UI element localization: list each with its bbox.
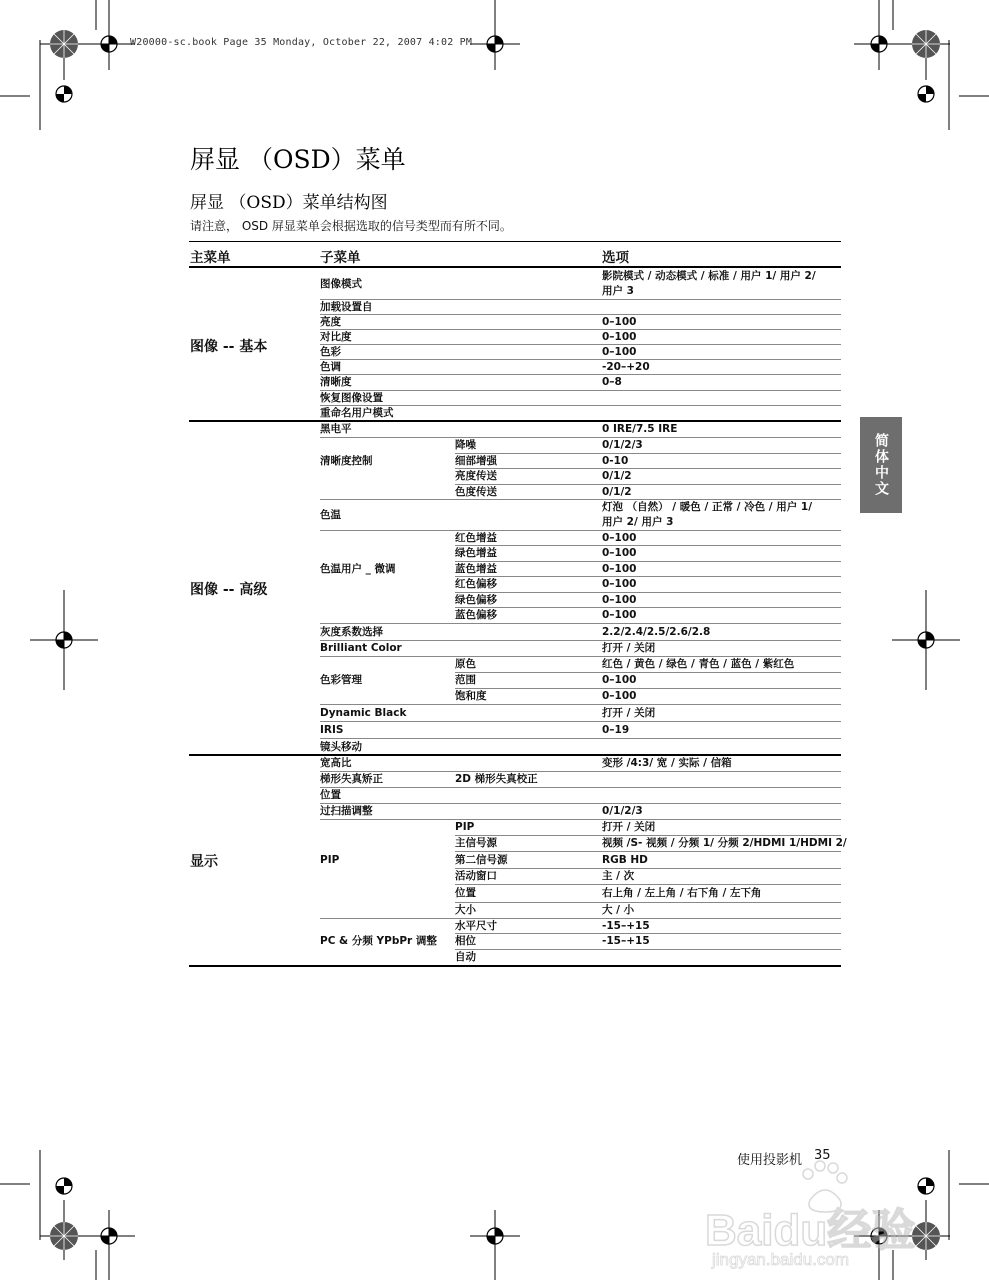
sub-menu-item-label: 位置 <box>455 887 476 899</box>
option-value-cont: 用户 3 <box>602 285 634 297</box>
main-menu-label: 图像 -- 高级 <box>190 582 268 598</box>
sub-menu-item-label: 绿色增益 <box>455 547 497 559</box>
sub-menu-item-label: 降噪 <box>455 439 476 451</box>
main-menu-label: 显示 <box>190 854 218 870</box>
book-header-line: W20000-sc.book Page 35 Monday, October 22, 2007 4:02 PM <box>130 37 473 48</box>
row-divider <box>455 851 841 852</box>
sub-menu-item-label: 色度传送 <box>455 486 497 498</box>
row-divider <box>320 314 841 315</box>
sub-menu-item-label: PIP <box>455 821 475 833</box>
option-value: 灯泡 （自然） / 暖色 / 正常 / 冷色 / 用户 1/ <box>602 501 813 513</box>
group-divider <box>189 754 841 756</box>
row-divider <box>455 688 841 689</box>
option-value: 0–100 <box>602 690 637 702</box>
sub-menu-item-label: 水平尺寸 <box>455 920 497 932</box>
sub-menu-label: Dynamic Black <box>320 707 407 719</box>
option-value: 0-10 <box>602 455 629 467</box>
page-title: 屏显 （OSD）菜单 <box>190 145 406 174</box>
sub-menu-label: 清晰度控制 <box>320 455 373 467</box>
option-value: 红色 / 黄色 / 绿色 / 青色 / 蓝色 / 紫红色 <box>602 658 795 670</box>
option-value: 0–19 <box>602 724 630 736</box>
main-menu-label: 图像 -- 基本 <box>190 339 268 355</box>
sub-menu-item-label: 2D 梯形失真校正 <box>455 773 538 785</box>
sub-menu-label: 加载设置自 <box>320 301 373 313</box>
sub-menu-item-label: 大小 <box>455 904 476 916</box>
row-divider <box>320 918 841 919</box>
section-title: 屏显 （OSD）菜单结构图 <box>190 193 388 213</box>
sub-menu-item-label: 细部增强 <box>455 455 497 467</box>
row-divider <box>455 484 841 485</box>
sub-menu-label: 色温 <box>320 509 341 521</box>
option-value: 右上角 / 左上角 / 右下角 / 左下角 <box>602 887 762 899</box>
option-value: 0–100 <box>602 346 637 358</box>
sub-menu-item-label: 活动窗口 <box>455 870 497 882</box>
sub-menu-label: 图像模式 <box>320 278 362 290</box>
sub-menu-item-label: 主信号源 <box>455 837 497 849</box>
sub-menu-label: Brilliant Color <box>320 642 402 654</box>
sub-menu-label: 亮度 <box>320 316 341 328</box>
sub-menu-label: 位置 <box>320 789 341 801</box>
row-divider <box>455 545 841 546</box>
option-value: 0–100 <box>602 674 637 686</box>
sub-menu-label: 黑电平 <box>320 423 352 435</box>
option-value: 0–100 <box>602 594 637 606</box>
option-value: 0–100 <box>602 563 637 575</box>
row-divider <box>455 672 841 673</box>
option-value: 0/1/2/3 <box>602 805 643 817</box>
sub-menu-label: 过扫描调整 <box>320 805 373 817</box>
sub-menu-item-label: 第二信号源 <box>455 854 508 866</box>
sub-menu-label: 对比度 <box>320 331 352 343</box>
option-value-cont: 用户 2/ 用户 3 <box>602 516 674 528</box>
row-divider <box>320 374 841 375</box>
sub-menu-item-label: 亮度传送 <box>455 470 497 482</box>
option-value: 大 / 小 <box>602 904 635 916</box>
option-value: 0–100 <box>602 331 637 343</box>
group-divider <box>189 420 841 422</box>
sub-menu-item-label: 自动 <box>455 951 476 963</box>
sub-menu-label: 清晰度 <box>320 376 352 388</box>
sub-menu-label: IRIS <box>320 724 344 736</box>
row-divider <box>320 390 841 391</box>
sub-menu-item-label: 红色增益 <box>455 532 497 544</box>
option-value: 0–100 <box>602 316 637 328</box>
option-value: 视频 /S- 视频 / 分频 1/ 分频 2/HDMI 1/HDMI 2/ <box>602 837 847 849</box>
row-divider <box>320 771 841 772</box>
option-value: 0–100 <box>602 532 637 544</box>
row-divider <box>320 299 841 300</box>
sub-menu-label: 色调 <box>320 361 341 373</box>
page-number: 35 <box>814 1148 831 1163</box>
row-divider <box>320 738 841 739</box>
row-divider <box>320 803 841 804</box>
option-value: 0–100 <box>602 609 637 621</box>
header-options: 选项 <box>602 250 629 266</box>
option-value: 变形 /4:3/ 宽 / 实际 / 信箱 <box>602 757 732 769</box>
row-divider <box>455 468 841 469</box>
sub-menu-label: 镜头移动 <box>320 741 362 753</box>
sub-menu-label: PC & 分频 YPbPr 调整 <box>320 935 437 947</box>
row-divider <box>320 819 841 820</box>
row-divider <box>455 902 841 903</box>
sub-menu-item-label: 范围 <box>455 674 476 686</box>
language-side-tab: 简体中文 <box>860 417 902 513</box>
intro-note: 请注意， OSD 屏显菜单会根据选取的信号类型而有所不同。 <box>190 219 512 233</box>
option-value: -20–+20 <box>602 361 650 373</box>
sub-menu-label: 重命名用户模式 <box>320 407 394 419</box>
row-divider <box>320 344 841 345</box>
row-divider <box>320 704 841 705</box>
sub-menu-item-label: 红色偏移 <box>455 578 497 590</box>
row-divider <box>320 623 841 624</box>
option-value: 0–100 <box>602 547 637 559</box>
option-value: -15–+15 <box>602 920 650 932</box>
svg-text:jingyan.baidu.com: jingyan.baidu.com <box>712 1250 850 1269</box>
row-divider <box>455 576 841 577</box>
table-bottom-rule <box>189 965 841 967</box>
sub-menu-item-label: 蓝色增益 <box>455 563 497 575</box>
option-value: 0/1/2/3 <box>602 439 643 451</box>
sub-menu-item-label: 绿色偏移 <box>455 594 497 606</box>
option-value: 0–100 <box>602 578 637 590</box>
option-value: 打开 / 关闭 <box>602 707 656 719</box>
sub-menu-label: 灰度系数选择 <box>320 626 383 638</box>
option-value: 0/1/2 <box>602 470 632 482</box>
row-divider <box>455 561 841 562</box>
option-value: 0 IRE/7.5 IRE <box>602 423 678 435</box>
row-divider <box>320 530 841 531</box>
header-sub-menu: 子菜单 <box>320 250 361 266</box>
row-divider <box>455 868 841 869</box>
sub-menu-label: 色彩管理 <box>320 674 362 686</box>
row-divider <box>320 329 841 330</box>
svg-text:Baidu经验: Baidu经验 <box>705 1206 916 1255</box>
option-value: 影院模式 / 动态模式 / 标准 / 用户 1/ 用户 2/ <box>602 270 816 282</box>
sub-menu-item-label: 蓝色偏移 <box>455 609 497 621</box>
row-divider <box>455 607 841 608</box>
header-main-menu: 主菜单 <box>190 250 231 266</box>
row-divider <box>455 592 841 593</box>
sub-menu-item-label: 相位 <box>455 935 476 947</box>
option-value: 2.2/2.4/2.5/2.6/2.8 <box>602 626 711 638</box>
row-divider <box>320 787 841 788</box>
row-divider <box>455 884 841 885</box>
option-value: 0–8 <box>602 376 622 388</box>
sub-menu-label: 色温用户 _ 微调 <box>320 563 396 575</box>
baidu-watermark-logo <box>700 1160 960 1270</box>
sub-menu-item-label: 饱和度 <box>455 690 487 702</box>
option-value: 主 / 次 <box>602 870 635 882</box>
row-divider <box>320 721 841 722</box>
sub-menu-label: 色彩 <box>320 346 341 358</box>
sub-menu-label: 恢复图像设置 <box>320 392 383 404</box>
row-divider <box>455 949 841 950</box>
option-value: 打开 / 关闭 <box>602 642 656 654</box>
sub-menu-label: 梯形失真矫正 <box>320 773 383 785</box>
sub-menu-label: 宽高比 <box>320 757 352 769</box>
option-value: RGB HD <box>602 854 648 866</box>
row-divider <box>320 405 841 406</box>
row-divider <box>455 453 841 454</box>
option-value: 打开 / 关闭 <box>602 821 656 833</box>
option-value: -15–+15 <box>602 935 650 947</box>
row-divider <box>320 437 841 438</box>
sub-menu-item-label: 原色 <box>455 658 476 670</box>
option-value: 0/1/2 <box>602 486 632 498</box>
row-divider <box>320 359 841 360</box>
sub-menu-label: PIP <box>320 854 340 866</box>
footer-section-name: 使用投影机 <box>737 1153 803 1168</box>
